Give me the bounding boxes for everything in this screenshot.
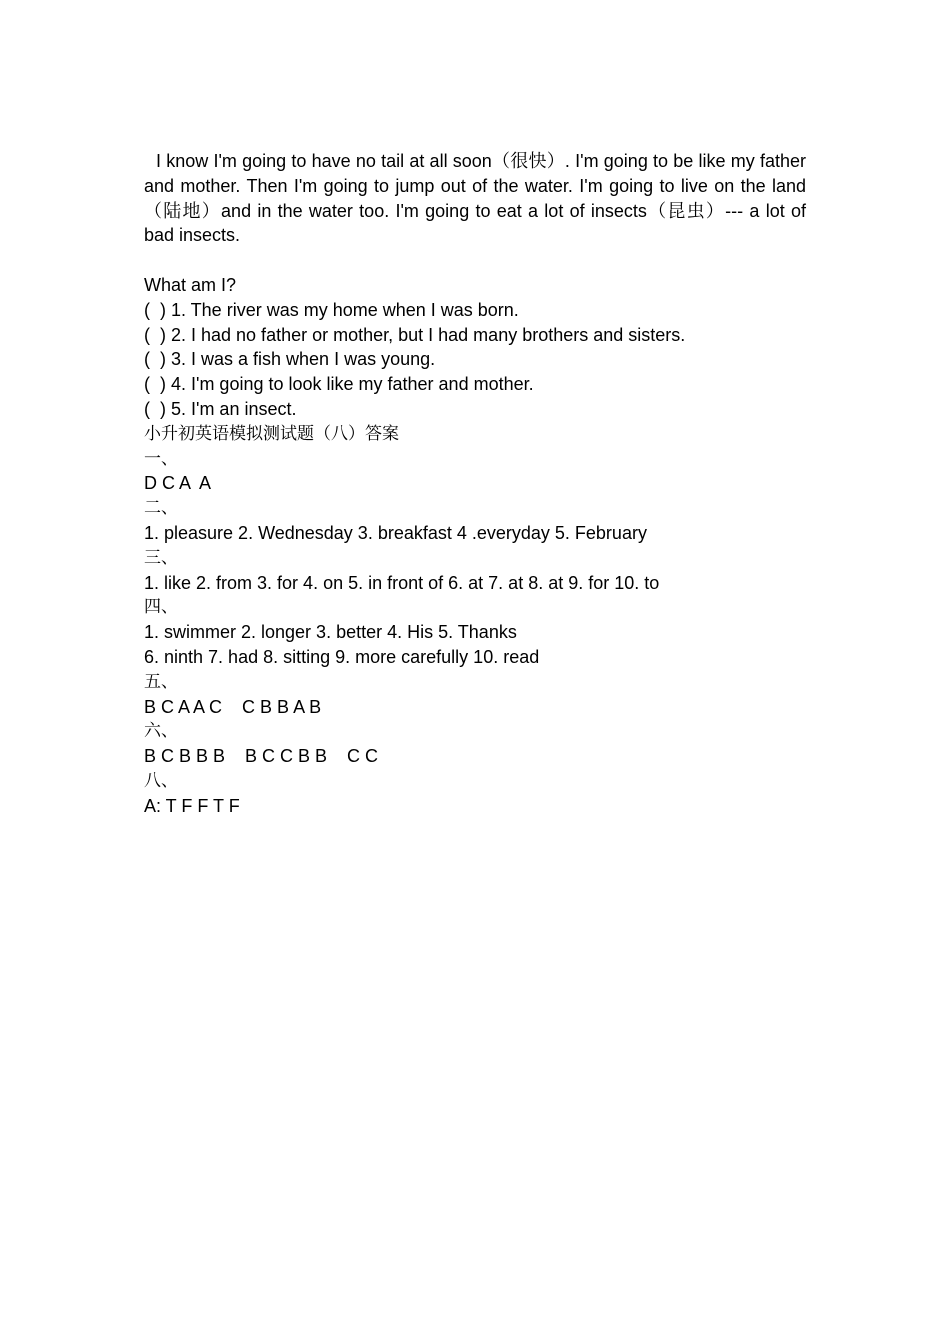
question-item-1: ( ) 1. The river was my home when I was born. <box>144 299 519 320</box>
section-answers-5: B C A A C C B B A B <box>144 696 322 717</box>
section-heading-6: 六、 <box>144 721 178 742</box>
section-answers-4-line-2: 6. ninth 7. had 8. sitting 9. more carefully 10. read <box>144 646 540 667</box>
section-answers-6: B C B B B B C C B B C C <box>144 746 379 767</box>
section-answers-8: A: T F F T F <box>144 795 240 816</box>
section-heading-1: 一、 <box>144 448 178 469</box>
section-answers-1: D C A A <box>144 473 212 494</box>
document-content <box>144 149 806 819</box>
question-item-2: ( ) 2. I had no father or mother, but I had many brothers and sisters. <box>144 324 686 345</box>
section-heading-5: 五、 <box>144 671 178 692</box>
section-answers-3: 1. like 2. from 3. for 4. on 5. in front of 6. at 7. at 8. at 9. for 10. to <box>144 572 660 593</box>
question-prompt: What am I? <box>144 274 237 295</box>
question-item-4: ( ) 4. I'm going to look like my father and mother. <box>144 374 534 395</box>
answer-key-title: 小升初英语模拟测试题（八）答案 <box>144 423 399 444</box>
section-answers-2: 1. pleasure 2. Wednesday 3. breakfast 4 .everyday 5. February <box>144 522 647 543</box>
section-heading-3: 三、 <box>144 547 178 568</box>
question-item-5: ( ) 5. I'm an insect. <box>144 398 297 419</box>
blank-line <box>144 248 806 273</box>
question-item-3: ( ) 3. I was a fish when I was young. <box>144 349 436 370</box>
section-heading-8: 八、 <box>144 770 178 791</box>
section-answers-4-line-1: 1. swimmer 2. longer 3. better 4. His 5. Thanks <box>144 622 517 643</box>
section-heading-2: 二、 <box>144 498 178 519</box>
reading-passage: I know I'm going to have no tail at all soon（很快）. I'm going to be like my father and mother. Then I'm going to jump out of the water. I'm going to live on the land（陆地）and in the water too. I'm going to eat a lot of insects（昆虫）--- a lot of bad insects. <box>144 151 806 246</box>
section-heading-4: 四、 <box>144 597 178 618</box>
